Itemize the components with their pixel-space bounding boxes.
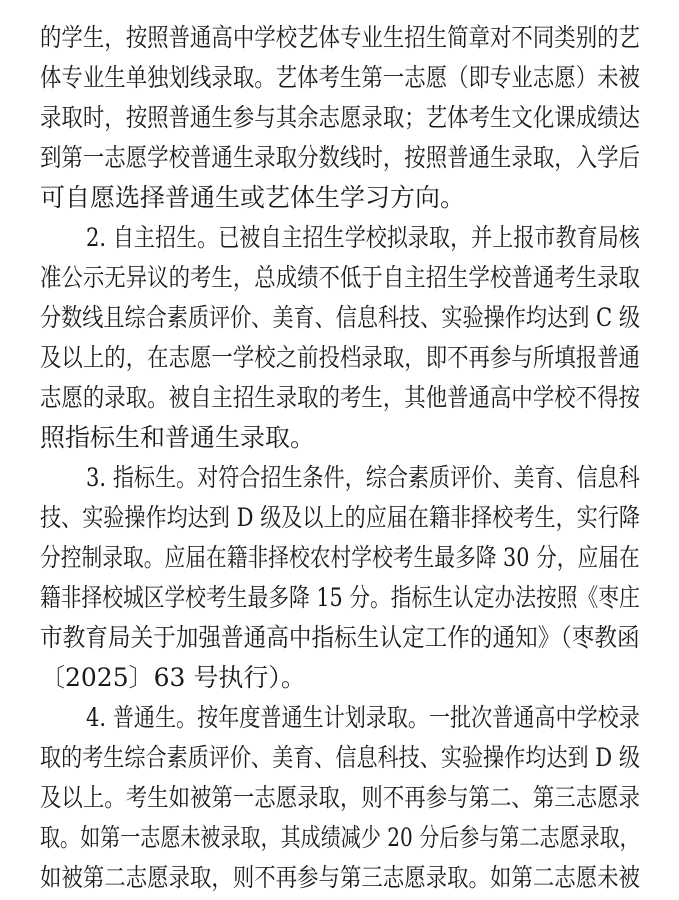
text-line: 及以上的，在志愿一学校之前投档录取，即不再参与所填报普通 [40, 343, 640, 372]
text-line: 志愿的录取。被自主招生录取的考生，其他普通高中学校不得按 [40, 383, 640, 412]
text-line: 录取时，按照普通生参与其余志愿录取；艺体考生文化课成绩达 [40, 103, 640, 132]
text-line: 到第一志愿学校普通生录取分数线时，按照普通生录取，入学后 [40, 143, 640, 172]
text-line: 取的考生综合素质评价、美育、信息科技、实验操作均达到 D 级 [40, 743, 640, 772]
text-line: 的学生，按照普通高中学校艺体专业生招生简章对不同类别的艺 [40, 23, 640, 52]
text-line: 市教育局关于加强普通高中指标生认定工作的通知》（枣教函 [40, 623, 640, 652]
text-line: 技、实验操作均达到 D 级及以上的应届在籍非择校考生，实行降 [40, 503, 640, 532]
text-line: 准公示无异议的考生，总成绩不低于自主招生学校普通考生录取 [40, 263, 640, 292]
text-line: 如被第二志愿录取，则不再参与第三志愿录取。如第二志愿未被 [40, 863, 640, 892]
text-line: 〔2025〕63 号执行）。 [40, 663, 306, 692]
text-line: 照指标生和普通生录取。 [40, 423, 316, 452]
section-2-heading-line: 2. 自主招生。已被自主招生学校拟录取，并上报市教育局核 [86, 223, 640, 252]
text-line: 分数线且综合素质评价、美育、信息科技、实验操作均达到 C 级 [40, 303, 641, 332]
section-4-heading-line: 4. 普通生。按年度普通生计划录取。一批次普通高中学校录 [86, 703, 640, 732]
text-line: 及以上。考生如被第一志愿录取，则不再参与第二、第三志愿录 [40, 783, 640, 812]
text-line: 籍非择校城区学校考生最多降 15 分。指标生认定办法按照《枣庄 [40, 583, 640, 612]
text-line: 取。如第一志愿未被录取，其成绩减少 20 分后参与第二志愿录取， [40, 823, 640, 852]
section-3-heading-line: 3. 指标生。对符合招生条件，综合素质评价、美育、信息科 [86, 463, 640, 492]
text-line: 可自愿选择普通生或艺体生学习方向。 [40, 183, 466, 212]
text-line: 体专业生单独划线录取。艺体考生第一志愿（即专业志愿）未被 [40, 63, 640, 92]
text-line: 分控制录取。应届在籍非择校农村学校考生最多降 30 分，应届在 [40, 543, 640, 572]
